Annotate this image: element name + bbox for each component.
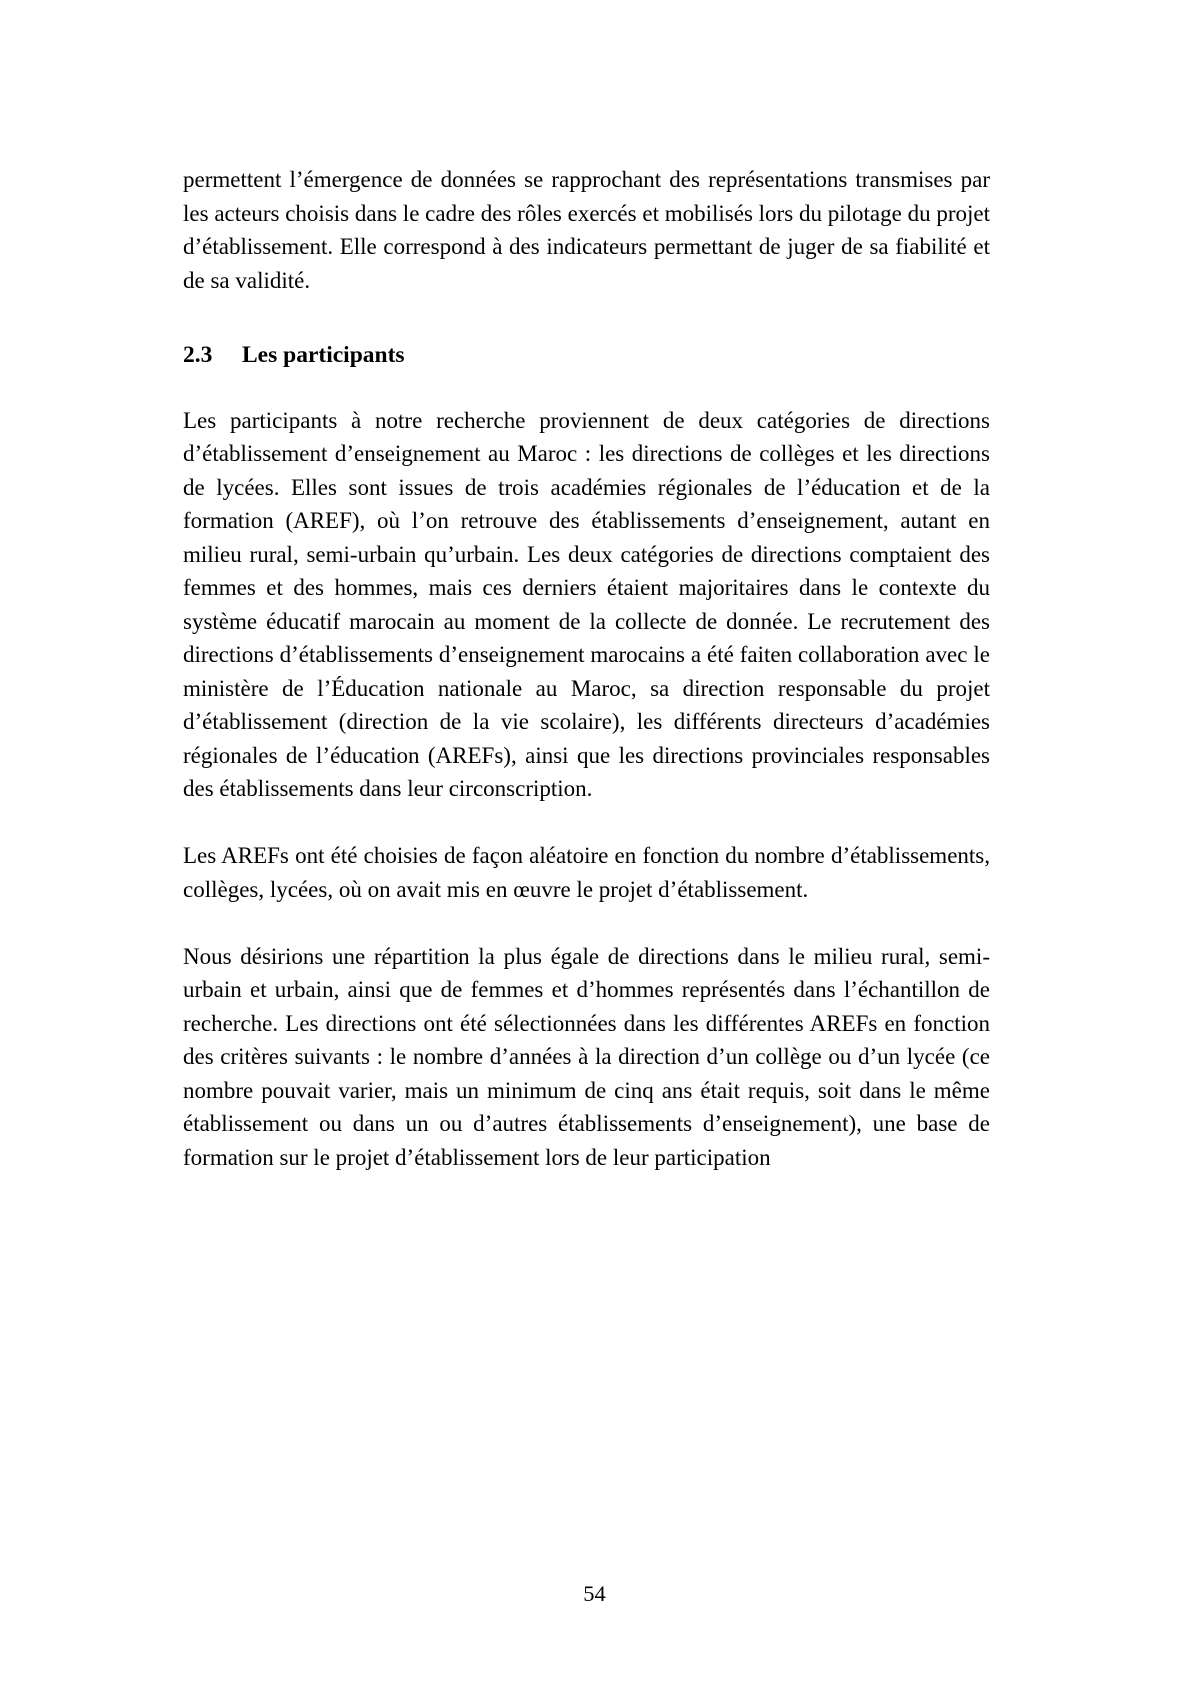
section-number: 2.3 bbox=[183, 342, 213, 368]
text-block bbox=[183, 163, 990, 1208]
section-title: Les participants bbox=[242, 342, 405, 368]
body-paragraph-2: Les AREFs ont été choisies de façon aléatoire en fonction du nombre d’établissements, collèges, lycées, où on avait mis en œuvre le projet d’établissement. bbox=[183, 843, 990, 902]
page-number: 54 bbox=[583, 1581, 606, 1606]
section-heading bbox=[183, 339, 990, 373]
body-paragraph-1: Les participants à notre recherche proviennent de deux catégories de directions d’établissement d’enseignement au Maroc : les directions de collèges et les directions de lycées. Elles sont issues de trois académies régionales de l’éducation et de la formation (AREF), où l’on retrouve des établissements d’enseignement, autant en milieu rural, semi-urbain qu’urbain. Les deux catégories de directions comptaient des femmes et des hommes, mais ces derniers étaient majoritaires dans le contexte du système éducatif marocain au moment de la collecte de donnée. Le recrutement des directions d’établissements d’enseignement marocains a été faiten collaboration avec le ministère de l’Éducation nationale au Maroc, sa direction responsable du projet d’établissement (direction de la vie scolaire), les différents directeurs d’académies régionales de l’éducation (AREFs), ainsi que les directions provinciales responsables des établissements dans leur circonscription. bbox=[183, 407, 990, 801]
body-paragraph-3: Nous désirions une répartition la plus égale de directions dans le milieu rural, semi- urbain et urbain, ainsi que de femmes et d’hommes représentés dans l’échantillon de recherche. Les directions ont été sélectionnées dans les différentes AREFs en fonction des critères suivants : le nombre d’années à la direction d’un collège ou d’un lycée (ce nombre pouvait varier, mais un minimum de cinq ans était requis, soit dans le même établissement ou dans un ou d’autres établissements d’enseignement), une base de formation sur le projet d’établissement lors de leur participation bbox=[183, 943, 990, 1170]
intro-paragraph: permettent l’émergence de données se rapprochant des représentations transmises par les acteurs choisis dans le cadre des rôles exercés et mobilisés lors du pilotage du projet d’établissement. Elle correspond à des indicateurs permettant de juger de sa fiabilité et de sa validité. bbox=[183, 167, 990, 293]
